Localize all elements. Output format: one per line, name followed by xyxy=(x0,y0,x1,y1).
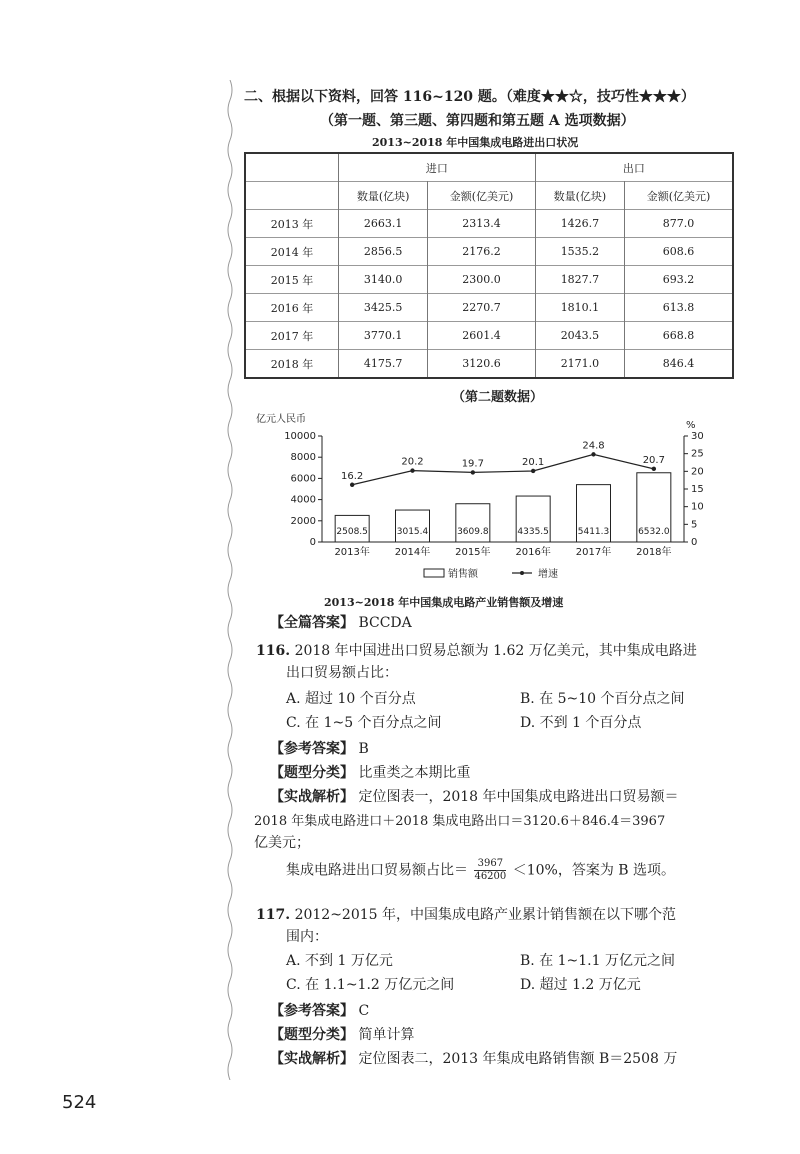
answer-all-tag: 【全篇答案】 xyxy=(270,615,354,631)
y-left-tick-label: 4000 xyxy=(290,494,316,506)
import-group-header: 进口 xyxy=(339,153,536,182)
table-cell: 877.0 xyxy=(625,210,733,238)
q116-type-value: 比重类之本期比重 xyxy=(358,765,471,781)
table-row xyxy=(245,350,733,379)
table-cell: 3120.6 xyxy=(428,350,536,379)
table-cell: 3770.1 xyxy=(339,322,428,350)
table-cell: 3425.5 xyxy=(339,294,428,322)
import-export-table xyxy=(244,152,734,379)
y-right-label: % xyxy=(686,420,696,431)
table-cell: 668.8 xyxy=(625,322,733,350)
legend-line-marker xyxy=(520,571,524,575)
q116-answer-line xyxy=(270,738,369,758)
y-right-tick-label: 30 xyxy=(691,431,704,442)
q117-type-line xyxy=(270,1024,414,1044)
table-cell: 1535.2 xyxy=(535,238,624,266)
growth-point xyxy=(350,483,354,487)
q117-option-b: B. 在 1~1.1 万亿元之间 xyxy=(520,953,675,969)
growth-value-label: 20.7 xyxy=(642,454,665,466)
growth-line xyxy=(352,454,654,484)
table-cell: 1426.7 xyxy=(535,210,624,238)
table-row xyxy=(245,238,733,266)
q116-option-d: D. 不到 1 个百分点 xyxy=(520,715,642,731)
q116-option-b: B. 在 5~10 个百分点之间 xyxy=(520,691,685,707)
table-corner-cell xyxy=(245,153,339,182)
table-cell: 2176.2 xyxy=(428,238,536,266)
y-right-tick-label: 20 xyxy=(691,466,704,478)
x-tick-label: 2016年 xyxy=(515,547,551,558)
table-row xyxy=(245,294,733,322)
q117-stem-line-1 xyxy=(256,904,676,924)
q117-stem-2: 围内： xyxy=(286,929,328,945)
q116-analysis-2: 2018 年集成电路进口＋2018 集成电路出口＝3120.6＋846.4＝3967 xyxy=(254,814,666,829)
y-right-tick-label: 10 xyxy=(691,501,704,513)
growth-value-label: 24.8 xyxy=(582,440,605,452)
fraction-denominator: 46200 xyxy=(474,871,507,882)
row-year: 2013 年 xyxy=(245,210,339,238)
x-tick-label: 2017年 xyxy=(575,547,612,558)
table-cell: 608.6 xyxy=(625,238,733,266)
q117-answer-value: C xyxy=(358,1003,370,1019)
y-left-tick-label: 0 xyxy=(309,537,316,548)
growth-value-label: 20.2 xyxy=(401,456,424,468)
bar-value-label: 3609.8 xyxy=(457,527,489,537)
legend-line-label: 增速 xyxy=(538,569,558,580)
bar-value-label: 5411.3 xyxy=(577,527,610,537)
y-right-tick-label: 5 xyxy=(691,519,698,531)
table-sub-header-row xyxy=(245,182,733,210)
q116-number: 116. xyxy=(256,643,291,659)
table-cell: 4175.7 xyxy=(339,350,428,379)
q116-analysis-4-prefix: 集成电路进出口贸易额占比＝ xyxy=(286,862,468,879)
growth-point xyxy=(652,467,656,471)
column-header: 金额(亿美元) xyxy=(625,182,733,210)
q116-fraction xyxy=(474,858,506,883)
q116-answer-value: B xyxy=(358,741,369,757)
q117-analysis-line-1 xyxy=(270,1048,677,1068)
q116-analysis-4 xyxy=(286,858,675,883)
q116-option-a: A. 超过 10 个百分点 xyxy=(286,691,416,707)
q116-stem-2: 出口贸易额占比： xyxy=(286,665,398,681)
q116-analysis-tag: 【实战解析】 xyxy=(270,789,354,805)
chart-section-title: （第二题数据） xyxy=(452,390,544,405)
legend-bar-swatch xyxy=(424,569,444,577)
chart-caption: 2013~2018 年中国集成电路产业销售额及增速 xyxy=(324,596,564,609)
q117-stem-1: 2012~2015 年，中国集成电路产业累计销售额在以下哪个范 xyxy=(294,907,676,923)
table-corner-cell xyxy=(245,182,339,210)
q116-type-tag: 【题型分类】 xyxy=(270,765,354,781)
q117-option-d: D. 超过 1.2 万亿元 xyxy=(520,977,641,993)
growth-point xyxy=(531,469,535,473)
q117-analysis-1: 定位图表二，2013 年集成电路销售额 B＝2508 万 xyxy=(358,1051,678,1067)
page-number: 524 xyxy=(62,1092,97,1113)
fraction-numerator: 3967 xyxy=(474,858,506,871)
answer-all-value: BCCDA xyxy=(358,615,412,631)
q117-type-tag: 【题型分类】 xyxy=(270,1027,354,1043)
y-right-tick-label: 0 xyxy=(691,537,698,548)
y-left-tick-label: 2000 xyxy=(290,515,316,527)
y-left-tick-label: 10000 xyxy=(284,431,316,442)
chart-legend xyxy=(424,567,558,580)
table-row xyxy=(245,322,733,350)
export-group-header: 出口 xyxy=(535,153,733,182)
table-cell: 846.4 xyxy=(625,350,733,379)
y-left-tick-label: 8000 xyxy=(290,452,316,464)
table-row xyxy=(245,210,733,238)
table-cell: 2313.4 xyxy=(428,210,536,238)
table-cell: 1810.1 xyxy=(535,294,624,322)
y-right-tick-label: 25 xyxy=(691,448,704,460)
section-subheading: （第一题、第三题、第四题和第五题 A 选项数据） xyxy=(320,113,635,129)
q116-analysis-line-1 xyxy=(270,786,679,806)
row-year: 2014 年 xyxy=(245,238,339,266)
row-year: 2017 年 xyxy=(245,322,339,350)
x-tick-label: 2014年 xyxy=(394,547,431,558)
table-title: 2013~2018 年中国集成电路进出口状况 xyxy=(372,136,579,149)
table-cell: 613.8 xyxy=(625,294,733,322)
bar-value-label: 4335.5 xyxy=(517,527,549,537)
q117-analysis-tag: 【实战解析】 xyxy=(270,1051,354,1067)
row-year: 2018 年 xyxy=(245,350,339,379)
table-cell: 2171.0 xyxy=(535,350,624,379)
growth-point xyxy=(471,470,475,474)
column-header: 数量(亿块) xyxy=(535,182,624,210)
growth-value-label: 16.2 xyxy=(341,470,364,482)
growth-value-label: 20.1 xyxy=(522,456,545,468)
bar-value-label: 6532.0 xyxy=(638,527,670,537)
y-left-tick-label: 6000 xyxy=(290,473,316,485)
x-tick-label: 2015年 xyxy=(455,547,491,558)
row-year: 2015 年 xyxy=(245,266,339,294)
table-cell: 2300.0 xyxy=(428,266,536,294)
table-cell: 2270.7 xyxy=(428,294,536,322)
answer-all-line xyxy=(270,612,412,632)
table-cell: 3140.0 xyxy=(339,266,428,294)
q116-option-c: C. 在 1~5 个百分点之间 xyxy=(286,715,442,731)
growth-point xyxy=(591,452,595,456)
q117-answer-line xyxy=(270,1000,369,1020)
growth-point xyxy=(410,468,414,472)
table-cell: 2856.5 xyxy=(339,238,428,266)
row-year: 2016 年 xyxy=(245,294,339,322)
x-tick-label: 2018年 xyxy=(636,547,672,558)
table-group-header-row xyxy=(245,153,733,182)
q116-stem-1: 2018 年中国进出口贸易总额为 1.62 万亿美元，其中集成电路进 xyxy=(294,643,697,659)
q117-answer-tag: 【参考答案】 xyxy=(270,1003,354,1019)
bar-value-label: 3015.4 xyxy=(396,527,429,537)
q116-analysis-4-suffix: ＜10%，答案为 B 选项。 xyxy=(512,862,676,879)
q117-option-c: C. 在 1.1~1.2 万亿元之间 xyxy=(286,977,455,993)
column-header: 数量(亿块) xyxy=(339,182,428,210)
legend-bar-label: 销售额 xyxy=(448,569,478,580)
x-tick-label: 2013年 xyxy=(334,547,370,558)
column-header: 金额(亿美元) xyxy=(428,182,536,210)
table-row xyxy=(245,266,733,294)
q116-stem-line-1 xyxy=(256,640,697,660)
y-right-tick-label: 15 xyxy=(691,484,704,495)
growth-value-label: 19.7 xyxy=(461,458,484,470)
q116-answer-tag: 【参考答案】 xyxy=(270,741,354,757)
q116-analysis-1: 定位图表一，2018 年中国集成电路进出口贸易额＝ xyxy=(358,789,679,805)
q117-type-value: 简单计算 xyxy=(358,1027,415,1043)
table-cell: 1827.7 xyxy=(535,266,624,294)
table-cell: 2663.1 xyxy=(339,210,428,238)
table-cell: 2043.5 xyxy=(535,322,624,350)
table-cell: 693.2 xyxy=(625,266,733,294)
q117-number: 117. xyxy=(256,907,291,923)
q117-option-a: A. 不到 1 万亿元 xyxy=(286,953,393,969)
section-heading: 二、根据以下资料，回答 116~120 题。（难度★★☆，技巧性★★★） xyxy=(244,89,695,105)
q116-type-line xyxy=(270,762,470,782)
bar-value-label: 2508.5 xyxy=(336,527,368,537)
y-left-label: 亿元人民币 xyxy=(256,414,306,425)
table-cell: 2601.4 xyxy=(428,322,536,350)
sales-growth-chart xyxy=(256,408,706,590)
q116-analysis-3: 亿美元； xyxy=(254,835,310,851)
binding-margin xyxy=(226,80,234,1080)
